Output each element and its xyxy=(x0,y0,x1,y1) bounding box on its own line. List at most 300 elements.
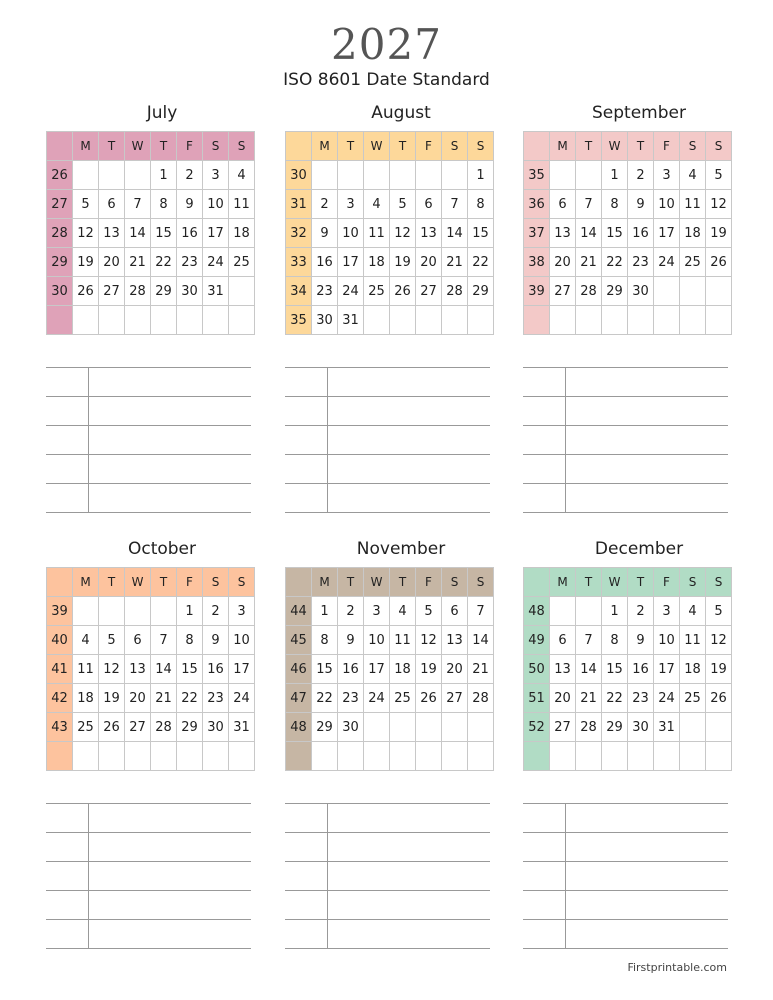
notes-line xyxy=(328,455,491,484)
day-cell xyxy=(550,742,576,771)
day-cell: 5 xyxy=(706,597,732,626)
week-row xyxy=(47,626,255,655)
month-block xyxy=(285,539,493,949)
weekday-header: M xyxy=(312,132,338,161)
weekday-header: W xyxy=(125,132,151,161)
day-cell: 10 xyxy=(203,190,229,219)
day-cell: 19 xyxy=(706,219,732,248)
notes-line xyxy=(89,426,252,455)
day-cell: 8 xyxy=(468,190,494,219)
weekday-header: S xyxy=(468,568,494,597)
notes-line xyxy=(285,804,328,833)
brand-label: Firstprintable.com xyxy=(627,961,727,974)
week-row xyxy=(286,655,494,684)
weekday-header: F xyxy=(177,132,203,161)
week-number: 46 xyxy=(286,655,312,684)
week-number-header xyxy=(524,132,550,161)
day-cell xyxy=(151,306,177,335)
day-cell: 10 xyxy=(229,626,255,655)
weekday-header: T xyxy=(576,132,602,161)
day-cell: 1 xyxy=(468,161,494,190)
day-cell: 9 xyxy=(177,190,203,219)
day-cell xyxy=(151,597,177,626)
subtitle: ISO 8601 Date Standard xyxy=(283,70,490,90)
day-cell: 18 xyxy=(390,655,416,684)
day-cell: 8 xyxy=(602,190,628,219)
day-cell: 11 xyxy=(680,626,706,655)
notes-line xyxy=(566,397,729,426)
notes-line xyxy=(46,455,89,484)
day-cell: 23 xyxy=(177,248,203,277)
notes-line xyxy=(285,891,328,920)
day-cell: 23 xyxy=(338,684,364,713)
notes-line xyxy=(566,862,729,891)
notes-line xyxy=(89,833,252,862)
week-number: 35 xyxy=(524,161,550,190)
notes-line xyxy=(566,484,729,513)
day-cell: 15 xyxy=(177,655,203,684)
notes-line xyxy=(328,484,491,513)
day-cell: 15 xyxy=(468,219,494,248)
month-block xyxy=(523,103,731,513)
week-number xyxy=(524,306,550,335)
day-cell: 19 xyxy=(390,248,416,277)
week-number-header xyxy=(47,132,73,161)
day-cell: 22 xyxy=(602,684,628,713)
day-cell: 13 xyxy=(125,655,151,684)
week-number: 42 xyxy=(47,684,73,713)
notes-line xyxy=(523,426,566,455)
day-cell: 30 xyxy=(203,713,229,742)
weekday-header: M xyxy=(550,132,576,161)
week-number xyxy=(47,742,73,771)
day-cell: 20 xyxy=(550,684,576,713)
weekday-header: F xyxy=(416,132,442,161)
week-row xyxy=(286,219,494,248)
day-cell xyxy=(364,161,390,190)
notes-line xyxy=(523,833,566,862)
month-block xyxy=(46,103,254,513)
day-cell: 2 xyxy=(177,161,203,190)
week-number: 36 xyxy=(524,190,550,219)
day-cell: 16 xyxy=(338,655,364,684)
week-row xyxy=(47,161,255,190)
day-cell xyxy=(628,742,654,771)
notes-line xyxy=(328,397,491,426)
day-cell: 5 xyxy=(706,161,732,190)
week-number: 48 xyxy=(286,713,312,742)
notes-line xyxy=(566,804,729,833)
month-calendar xyxy=(46,567,255,771)
week-row xyxy=(286,277,494,306)
weekday-header: S xyxy=(468,132,494,161)
day-cell: 29 xyxy=(151,277,177,306)
day-cell: 3 xyxy=(364,597,390,626)
day-cell: 15 xyxy=(602,219,628,248)
day-cell: 14 xyxy=(442,219,468,248)
week-row xyxy=(524,742,732,771)
day-cell: 9 xyxy=(203,626,229,655)
week-number: 38 xyxy=(524,248,550,277)
day-cell xyxy=(576,161,602,190)
day-cell: 19 xyxy=(99,684,125,713)
day-cell: 2 xyxy=(628,161,654,190)
weekday-header: S xyxy=(442,132,468,161)
day-cell: 21 xyxy=(576,684,602,713)
week-row xyxy=(286,684,494,713)
day-cell: 31 xyxy=(654,713,680,742)
month-calendar xyxy=(523,131,732,335)
notes-line xyxy=(523,455,566,484)
week-row xyxy=(47,277,255,306)
week-row xyxy=(47,742,255,771)
day-cell: 6 xyxy=(125,626,151,655)
weekday-header: F xyxy=(177,568,203,597)
day-cell: 19 xyxy=(73,248,99,277)
day-cell: 2 xyxy=(628,597,654,626)
weekday-header: M xyxy=(312,568,338,597)
notes-line xyxy=(523,397,566,426)
week-number: 29 xyxy=(47,248,73,277)
week-row xyxy=(524,161,732,190)
day-cell: 25 xyxy=(390,684,416,713)
day-cell: 4 xyxy=(364,190,390,219)
day-cell: 28 xyxy=(576,713,602,742)
weekday-header: S xyxy=(203,568,229,597)
day-cell: 2 xyxy=(203,597,229,626)
day-cell xyxy=(550,161,576,190)
day-cell: 11 xyxy=(229,190,255,219)
notes-line xyxy=(46,368,89,397)
notes-line xyxy=(523,368,566,397)
day-cell xyxy=(390,306,416,335)
day-cell: 27 xyxy=(416,277,442,306)
day-cell: 22 xyxy=(602,248,628,277)
month-calendar xyxy=(46,131,255,335)
day-cell: 12 xyxy=(416,626,442,655)
day-cell: 18 xyxy=(680,219,706,248)
day-cell xyxy=(338,742,364,771)
day-cell: 23 xyxy=(312,277,338,306)
month-name: July xyxy=(146,103,178,123)
day-cell: 29 xyxy=(177,713,203,742)
notes-line xyxy=(285,426,328,455)
day-cell xyxy=(177,306,203,335)
day-cell: 26 xyxy=(416,684,442,713)
day-cell: 30 xyxy=(338,713,364,742)
day-cell: 22 xyxy=(468,248,494,277)
day-cell: 3 xyxy=(654,597,680,626)
notes-line xyxy=(328,368,491,397)
day-cell: 29 xyxy=(602,277,628,306)
day-cell: 1 xyxy=(602,597,628,626)
week-number xyxy=(524,742,550,771)
weekday-header: S xyxy=(229,568,255,597)
day-cell xyxy=(654,306,680,335)
day-cell xyxy=(364,713,390,742)
week-row xyxy=(524,219,732,248)
day-cell: 14 xyxy=(125,219,151,248)
week-row xyxy=(524,277,732,306)
day-cell: 6 xyxy=(550,190,576,219)
weekday-header: T xyxy=(576,568,602,597)
day-cell: 19 xyxy=(416,655,442,684)
weekday-header: W xyxy=(364,568,390,597)
week-row xyxy=(524,597,732,626)
day-cell: 4 xyxy=(680,597,706,626)
day-cell xyxy=(628,306,654,335)
day-cell: 21 xyxy=(151,684,177,713)
day-cell: 14 xyxy=(468,626,494,655)
month-name: December xyxy=(594,539,684,559)
day-cell xyxy=(151,742,177,771)
week-row xyxy=(47,684,255,713)
week-row xyxy=(286,742,494,771)
weekday-header: T xyxy=(628,132,654,161)
week-row xyxy=(47,306,255,335)
day-cell: 16 xyxy=(177,219,203,248)
week-number: 51 xyxy=(524,684,550,713)
notes-line xyxy=(285,920,328,949)
day-cell: 13 xyxy=(442,626,468,655)
day-cell: 10 xyxy=(338,219,364,248)
week-number-header xyxy=(286,568,312,597)
day-cell: 17 xyxy=(364,655,390,684)
week-row xyxy=(47,248,255,277)
week-number: 43 xyxy=(47,713,73,742)
weekday-header: T xyxy=(99,568,125,597)
day-cell: 25 xyxy=(229,248,255,277)
day-cell: 23 xyxy=(203,684,229,713)
day-cell xyxy=(706,277,732,306)
day-cell: 28 xyxy=(442,277,468,306)
day-cell xyxy=(73,161,99,190)
week-row xyxy=(47,713,255,742)
week-row xyxy=(524,190,732,219)
day-cell xyxy=(73,597,99,626)
notes-line xyxy=(46,804,89,833)
day-cell xyxy=(229,742,255,771)
day-cell xyxy=(468,742,494,771)
day-cell: 25 xyxy=(364,277,390,306)
day-cell xyxy=(338,161,364,190)
month-calendar xyxy=(285,567,494,771)
day-cell: 17 xyxy=(654,219,680,248)
weekday-header: T xyxy=(151,568,177,597)
day-cell: 2 xyxy=(338,597,364,626)
day-cell: 20 xyxy=(416,248,442,277)
day-cell: 7 xyxy=(125,190,151,219)
week-number: 49 xyxy=(524,626,550,655)
notes-line xyxy=(46,920,89,949)
day-cell xyxy=(73,742,99,771)
day-cell: 15 xyxy=(602,655,628,684)
day-cell: 26 xyxy=(99,713,125,742)
day-cell: 8 xyxy=(177,626,203,655)
notes-line xyxy=(566,833,729,862)
weekday-header: F xyxy=(416,568,442,597)
day-cell xyxy=(416,713,442,742)
notes-line xyxy=(523,862,566,891)
day-cell xyxy=(99,597,125,626)
day-cell: 9 xyxy=(628,626,654,655)
week-row xyxy=(286,161,494,190)
week-number: 30 xyxy=(286,161,312,190)
day-cell: 4 xyxy=(680,161,706,190)
day-cell: 30 xyxy=(628,277,654,306)
day-cell: 24 xyxy=(364,684,390,713)
week-row xyxy=(524,306,732,335)
day-cell: 28 xyxy=(576,277,602,306)
notes-line xyxy=(46,484,89,513)
day-cell xyxy=(706,713,732,742)
day-cell: 17 xyxy=(654,655,680,684)
day-cell xyxy=(550,597,576,626)
notes-line xyxy=(89,397,252,426)
day-cell: 21 xyxy=(442,248,468,277)
day-cell: 16 xyxy=(628,219,654,248)
notes-line xyxy=(89,484,252,513)
day-cell xyxy=(680,742,706,771)
day-cell: 3 xyxy=(654,161,680,190)
week-row xyxy=(286,248,494,277)
day-cell: 9 xyxy=(312,219,338,248)
week-row xyxy=(524,684,732,713)
week-number-header xyxy=(524,568,550,597)
day-cell xyxy=(468,306,494,335)
weekday-header: T xyxy=(338,568,364,597)
day-cell xyxy=(416,161,442,190)
day-cell xyxy=(364,306,390,335)
day-cell xyxy=(390,161,416,190)
day-cell: 17 xyxy=(203,219,229,248)
day-cell: 27 xyxy=(550,277,576,306)
week-number: 47 xyxy=(286,684,312,713)
day-cell xyxy=(229,277,255,306)
day-cell: 18 xyxy=(73,684,99,713)
day-cell: 25 xyxy=(680,684,706,713)
notes-line xyxy=(566,368,729,397)
week-number-header xyxy=(47,568,73,597)
week-number: 33 xyxy=(286,248,312,277)
notes-line xyxy=(89,920,252,949)
week-row xyxy=(524,248,732,277)
day-cell: 13 xyxy=(99,219,125,248)
week-row xyxy=(524,626,732,655)
day-cell: 30 xyxy=(628,713,654,742)
day-cell: 28 xyxy=(151,713,177,742)
day-cell: 12 xyxy=(390,219,416,248)
day-cell: 22 xyxy=(177,684,203,713)
weekday-header: W xyxy=(364,132,390,161)
day-cell xyxy=(442,742,468,771)
weekday-header: T xyxy=(390,568,416,597)
week-row xyxy=(286,190,494,219)
day-cell: 12 xyxy=(706,190,732,219)
day-cell: 29 xyxy=(602,713,628,742)
day-cell: 10 xyxy=(364,626,390,655)
week-number: 48 xyxy=(524,597,550,626)
day-cell: 14 xyxy=(576,655,602,684)
day-cell: 10 xyxy=(654,190,680,219)
day-cell: 27 xyxy=(99,277,125,306)
weekday-header: S xyxy=(706,568,732,597)
day-cell: 11 xyxy=(73,655,99,684)
notes-lines xyxy=(46,367,251,513)
month-block xyxy=(285,103,493,513)
day-cell xyxy=(73,306,99,335)
notes-line xyxy=(46,426,89,455)
notes-line xyxy=(566,455,729,484)
weekday-header: S xyxy=(442,568,468,597)
weekday-header: M xyxy=(73,568,99,597)
month-name: November xyxy=(356,539,446,559)
week-number: 39 xyxy=(524,277,550,306)
day-cell: 9 xyxy=(628,190,654,219)
day-cell: 11 xyxy=(364,219,390,248)
day-cell: 12 xyxy=(73,219,99,248)
day-cell xyxy=(390,742,416,771)
day-cell: 12 xyxy=(706,626,732,655)
day-cell: 17 xyxy=(229,655,255,684)
week-number: 52 xyxy=(524,713,550,742)
day-cell: 3 xyxy=(229,597,255,626)
notes-line xyxy=(328,833,491,862)
year-title: 2027 xyxy=(331,20,442,69)
day-cell: 30 xyxy=(312,306,338,335)
week-row xyxy=(524,713,732,742)
day-cell: 27 xyxy=(442,684,468,713)
day-cell: 6 xyxy=(550,626,576,655)
day-cell: 4 xyxy=(229,161,255,190)
notes-lines xyxy=(46,803,251,949)
notes-lines xyxy=(523,367,728,513)
day-cell xyxy=(229,306,255,335)
week-number-header xyxy=(286,132,312,161)
day-cell: 26 xyxy=(706,248,732,277)
day-cell: 1 xyxy=(312,597,338,626)
week-number: 34 xyxy=(286,277,312,306)
weekday-header: M xyxy=(73,132,99,161)
day-cell xyxy=(654,742,680,771)
day-cell: 16 xyxy=(203,655,229,684)
day-cell xyxy=(576,597,602,626)
weekday-header: T xyxy=(628,568,654,597)
day-cell: 31 xyxy=(229,713,255,742)
notes-line xyxy=(566,920,729,949)
week-number: 27 xyxy=(47,190,73,219)
day-cell: 26 xyxy=(73,277,99,306)
day-cell: 17 xyxy=(338,248,364,277)
notes-line xyxy=(46,833,89,862)
day-cell: 10 xyxy=(654,626,680,655)
week-number: 26 xyxy=(47,161,73,190)
day-cell: 22 xyxy=(312,684,338,713)
day-cell: 29 xyxy=(312,713,338,742)
notes-line xyxy=(328,862,491,891)
week-number: 37 xyxy=(524,219,550,248)
day-cell: 6 xyxy=(442,597,468,626)
day-cell: 23 xyxy=(628,248,654,277)
day-cell: 13 xyxy=(550,655,576,684)
month-name: August xyxy=(371,103,431,123)
weekday-header: T xyxy=(99,132,125,161)
day-cell: 6 xyxy=(99,190,125,219)
notes-lines xyxy=(285,803,490,949)
day-cell: 13 xyxy=(550,219,576,248)
day-cell: 1 xyxy=(151,161,177,190)
day-cell: 20 xyxy=(550,248,576,277)
